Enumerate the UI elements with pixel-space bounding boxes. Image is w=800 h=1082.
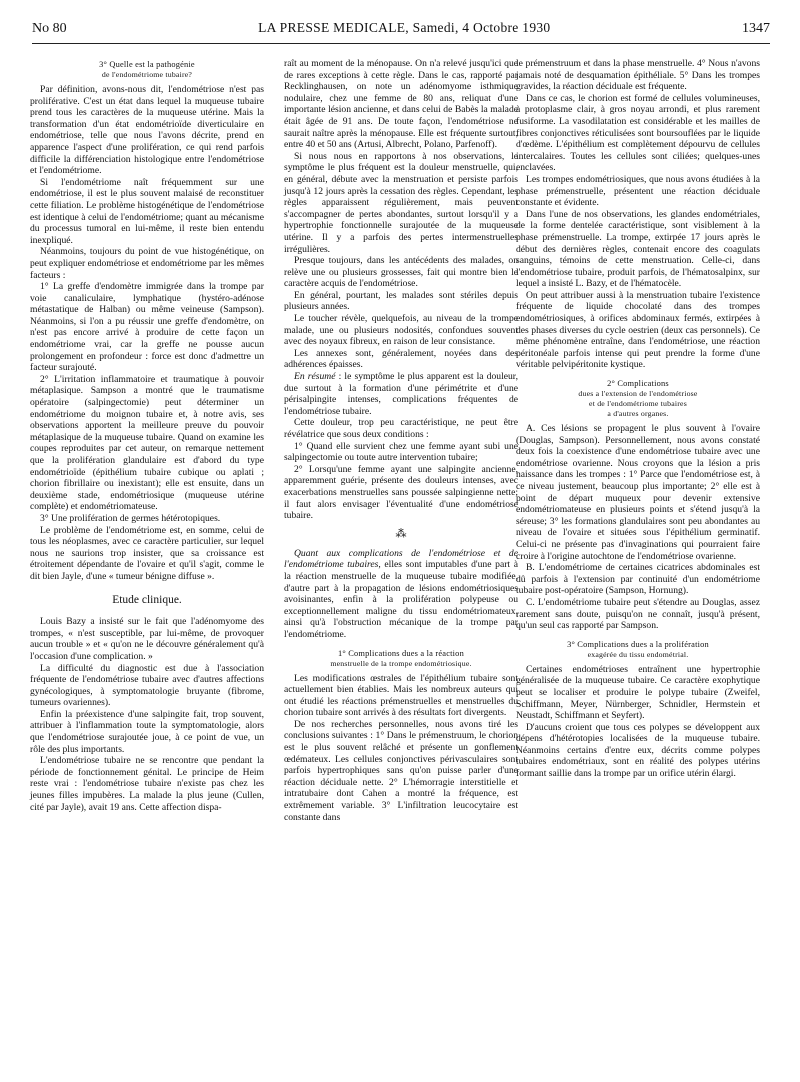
emphasis: En résumé <box>294 371 336 383</box>
paragraph: 1° La greffe d'endomètre immigrée dans la trompe par voie canaliculaire, lymphatique (hystéro-adénose métastatique de Halban) ou même veineuse (Sampson). Néanmoins, si l'on a pu réussir une greffe d'endomètre, on n'est pas encore arrivé à produire de cette façon un endométriome vrai, car la greffe ne pousse aucun prolongement en profondeur : force est donc d'admettre un facteur surajouté. <box>30 281 264 374</box>
paragraph: Quant aux complications de l'endométriose et de l'endométriome tubaires, elles sont imputables d'une part à la réaction menstruelle de la muqueuse tubaire modifiée, d'autre part à la propagation de lésions endométriosiques avoisinantes, enfin à la prolifération polypeuse ou exceptionnellement maligne du tissu endométriomateux, ainsi qu'à l'obstruction mécanique de la trompe par l'endométriome. <box>284 547 518 640</box>
asterism-divider: ⁂ <box>395 527 407 540</box>
paragraph: Dans ce cas, le chorion est formé de cellules volumineuses, à protoplasme clair, à gros noyau arrondi, et plus rarement fusiforme. La vasodilatation est considérable et les mailles de fibres conjonctives réticulisées sont boursouflées par le liquide d'œdème. L'épithélium est complètement dépourvu de cellules intercalaires. Toutes les cellules sont ciliées; quelques-unes enclavées. <box>516 92 760 174</box>
paragraph: Presque toujours, dans les antécédents des malades, on relève une ou plusieurs grossesses, fait qui montre bien le caractère acquis de l'endométriose. <box>284 255 518 290</box>
paragraph: Dans l'une de nos observations, les glandes endométriales, de la forme dentelée caractéristique, sont visiblement à la phase prémenstruelle. La trompe, extirpée 17 jours après le début des dernières règles, contenait encore des coagulats sanguins, témoins de cette menstruation. Celle-ci, dans l'endométriose tubaire, produit parfois, de l'hématosalpinx, sur lequel a insisté L. Bazy, et de l'hématocèle. <box>516 208 760 290</box>
paragraph: D'aucuns croient que tous ces polypes se développent aux dépens d'hétérotopies localisées de la muqueuse tubaire. Néanmoins certains d'entre eux, décrits comme polypes tubaires endométriaux, sont en réalité des polypes utérins formant saillie dans la trompe par un orifice utérin élargi. <box>516 721 760 780</box>
paragraph: A. Ces lésions se propagent le plus souvent à l'ovaire (Douglas, Sampson). Personnellement, nous avons constaté deux fois la coexistence d'une endométriose tubaire avec une endométriose ovarienne. Nous croyons que la lésion a pris naissance dans les trompes : 1° Parce que l'endométriose est, à ce niveau justement, beaucoup plus importante; 2° elle est à point de départ muqueux pour devenir extensive endométriomateuse en plusieurs points et s'étend jusqu'à la séreuse; 3° les formations glandulaires sont peu abondantes au niveau de l'ovaire et situées sous l'épithélium germinatif. Celui-ci ne présente pas d'invaginations qui pourraient faire croire à l'origine autochtone de l'endométriose ovarienne. <box>516 423 760 562</box>
paragraph: Le toucher révèle, quelquefois, au niveau de la trompe malade, une ou plusieurs nodosités, confondues souvent avec des noyaux fibreux, en raison de leur consistance. <box>284 313 518 348</box>
paragraph: La difficulté du diagnostic est due à l'association fréquente de l'endométriose tubaire avec d'autres affections gynécologiques, à symptomatologie bruyante (fibrome, tumeurs ovariennes). <box>30 662 264 709</box>
paragraph: Cette douleur, trop peu caractéristique, ne peut être révélatrice que sous deux conditions : <box>284 417 518 440</box>
paragraph: De nos recherches personnelles, nous avons tiré les conclusions suivantes : 1° Dans le prémenstruum, le chorion est le plus souvent relâché et présente un gonflement œdémateux. Les cellules conjonctives périvasculaires sont parfois hypertrophiques sans qu'on puisse parler d'une réaction déciduale nette. 2° L'hémorragie interstitielle et intratubaire dont Cahen a montré la fréquence, est extrêmement variable. 3° L'infiltration leucocytaire est constante dans <box>284 718 518 823</box>
section-title-proliferation: 3° Complications dues a la prolifération exagérée du tissu endométrial. <box>567 639 709 659</box>
section-title-pathogenie: 3° Quelle est la pathogénie de l'endométriome tubaire? <box>99 60 195 79</box>
paragraph: Les annexes sont, généralement, noyées dans des adhérences épaisses. <box>284 347 518 371</box>
paragraph: L'endométriose tubaire ne se rencontre que pendant la période de fonctionnement génital. Le principe de Heim reste vrai : l'endométriose tubaire n'existe pas chez les jeunes filles impubères. La malade la plus jeune (Cullen, cité par Jayle), avait 19 ans. Cette affection dispa- <box>30 755 264 813</box>
issue-number: No 80 <box>32 21 67 36</box>
paragraph: B. L'endométriome de certaines cicatrices abdominales est dû parfois à l'extension par continuité d'un endométriome tubaire post-opératoire (Sampson, Hornung). <box>516 562 760 597</box>
journal-title: LA PRESSE MEDICALE, Samedi, 4 Octobre 1930 <box>258 20 551 35</box>
section-title-menstrual-reaction: 1° Complications dues a la réaction menstruelle de la trompe endométriosique. <box>330 648 472 668</box>
paragraph: raît au moment de la ménopause. On n'a relevé jusqu'ici que de rares exceptions à cette règle. Dans le cas, rapporté par Recklinghausen, on note un adénomyome isthmique nodulaire, chez une femme de 80 ans, reliquat d'une importante lésion ancienne, et dans celui de Babès la malade était âgée de 91 ans. De toute façon, l'endométriose ne saurait naître après la ménopause. Elle est fréquente surtout, entre 40 et 50 ans (Artusi, Albrecht, Polano, Parfenoff). <box>284 58 518 151</box>
section-heading-clinical: Etude clinique. <box>112 593 182 606</box>
paragraph: C. L'endométriome tubaire peut s'étendre au Douglas, assez rarement sans doute, puisqu'on ne connaît, jusqu'à présent, qu'un seul cas rapporté par Sampson. <box>516 596 760 632</box>
paragraph: Néanmoins, toujours du point de vue histogénétique, on peut expliquer endométriose et endométriome par les mêmes facteurs : <box>30 246 264 281</box>
page-number: 1347 <box>742 21 770 36</box>
paragraph: Les trompes endométriosiques, que nous avons étudiées à la phase prémenstruelle, présentent une réaction déciduale constante et évidente. <box>516 173 760 209</box>
paragraph: Certaines endométrioses entraînent une hypertrophie généralisée de la muqueuse tubaire. Ce caractère exophytique peut se localiser et produire le polype tubaire (Zweifel, Schiffmann, Meyer, Nürnberger, Schnidler, Hermstein et Neustadt, Schiffmann et Seyfert). <box>516 663 760 722</box>
paragraph: Si nous nous en rapportons à nos observations, le symptôme le plus fréquent est la douleur menstruelle, qui, en général, débute avec la menstruation et persiste parfois jusqu'à 12 jours après la cessation des règles. Cependant, les règles apparaissent régulièrement, mais peuvent s'accompagner de pertes abondantes, surtout lorsqu'il y a hypertrophie fonctionnelle surajoutée de la muqueuse utérine. Il y a parfois des pertes intermenstruelles irrégulières. <box>284 150 518 255</box>
paragraph: le prémenstruum et dans la phase menstruelle. 4° Nous n'avons jamais noté de desquamation épithéliale. 5° Dans les trompes gravides, la réaction déciduale est fréquente. <box>516 58 760 93</box>
column-1 <box>30 58 264 813</box>
column-2 <box>284 58 518 823</box>
section-title-extension: 2° Complications dues a l'extension de l'endométriose et de l'endométriome tubaires a d'autres organes. <box>578 379 698 419</box>
paragraph: En résumé : le symptôme le plus apparent est la douleur, due surtout à la formation d'une périmétrite et d'une périsalpingite intenses, complications fréquentes de l'endométriose tubaire. <box>284 371 519 417</box>
paragraph: Le problème de l'endométriome est, en somme, celui de tous les néoplasmes, avec ce caractère particulier, sur lequel nous ne saurions trop insister, que sa croissance est étroitement dépendante de l'ovaire et qu'il s'agit, comme le dit bien Jayle, d'une « tumeur bénigne diffuse ». <box>30 524 264 582</box>
paragraph: 1° Quand elle survient chez une femme ayant subi une salpingectomie ou toute autre intervention tubaire; <box>284 440 518 464</box>
paragraph: 2° L'irritation inflammatoire et traumatique à pouvoir métaplasique. Sampson a montré que le traumatisme opératoire (salpingectomie) peut déterminer un endométriome du moignon tubaire et, à notre avis, ses observations apportent la meilleure preuve du pouvoir métaplasique de la muqueuse tubaire. Quand on examine les coupes reproduites par cet auteur, on remarque nettement que la prolifération glandulaire est d'abord du type endométrioïde (épithélium tubaire cubique ou aplati ; chorion fibrillaire ou inexistant); elle est ensuite, dans un deuxième stade, endométriosique (muqueuse utérine complète) et endométriomateuse. <box>30 373 264 513</box>
paragraph: 2° Lorsqu'une femme ayant une salpingite ancienne, apparemment guérie, présente des douleurs intenses, avec exacerbations menstruelles sans poussée salpingienne nette; il faut alors envisager l'éventualité d'une endométriose tubaire. <box>284 463 518 522</box>
paragraph: Si l'endométriome naît fréquemment sur une endométriose, il est le plus souvent malaisé de reconstituer cette filiation. Le problème histogénétique de l'endométriose est identique à celui de l'endométriome; quant au mécanisme du processus tumoral en lui-même, il reste bien entendu inexpliqué. <box>30 176 264 246</box>
running-header <box>32 20 770 44</box>
paragraph: On peut attribuer aussi à la menstruation tubaire l'existence fréquente de liquide chocolaté dans des trompes endométriosiques, à orifices abdominaux fermés, extirpées à des phases diverses du cycle oestrien (deux cas personnels). Ce même phénomène entraîne, dans l'endométriose, une réaction péritonéale parfois intense qui peut prendre la forme d'une véritable pelvipéritonite kystique. <box>516 289 760 371</box>
paragraph: En général, pourtant, les malades sont stériles depuis plusieurs années. <box>284 289 518 313</box>
paragraph: 3° Une prolifération de germes hétérotopiques. <box>40 512 221 524</box>
emphasis: Quant aux complications de l'endométriose et de l'endométriome tubaires <box>284 547 518 571</box>
paragraph: Enfin la préexistence d'une salpingite fait, trop souvent, attribuer à l'inflammation toute la symptomatologie, alors que l'endométriose surajoutée joue, à ce point de vue, un rôle des plus importants. <box>30 708 264 755</box>
paragraph: Louis Bazy a insisté sur le fait que l'adénomyome des trompes, « n'est susceptible, par lui-même, de provoquer aucun trouble » et « qu'on ne le découvre généralement qu'à l'occasion d'une complication. » <box>30 616 264 662</box>
paragraph: Les modifications œstrales de l'épithélium tubaire sont actuellement bien établies. Mais les nombreux auteurs qui ont étudié les réactions prémenstruelles et menstruelles du chorion tubaire sont arrivés à des résultats fort divergents. <box>284 672 518 719</box>
column-3 <box>516 58 760 780</box>
paragraph: Par définition, avons-nous dit, l'endométriose n'est pas proliférative. C'est un état dans lequel la muqueuse tubaire prend tous les caractères de la muqueuse utérine. Mais la transformation d'un état endométrioïde diverticulaire en endométriose, telle que nous l'avons décrite, prend en apparence l'aspect d'une prolifération, ce qui rend parfois difficile la différenciation histologique entre l'endométriose et l'endométriome. <box>30 84 264 177</box>
